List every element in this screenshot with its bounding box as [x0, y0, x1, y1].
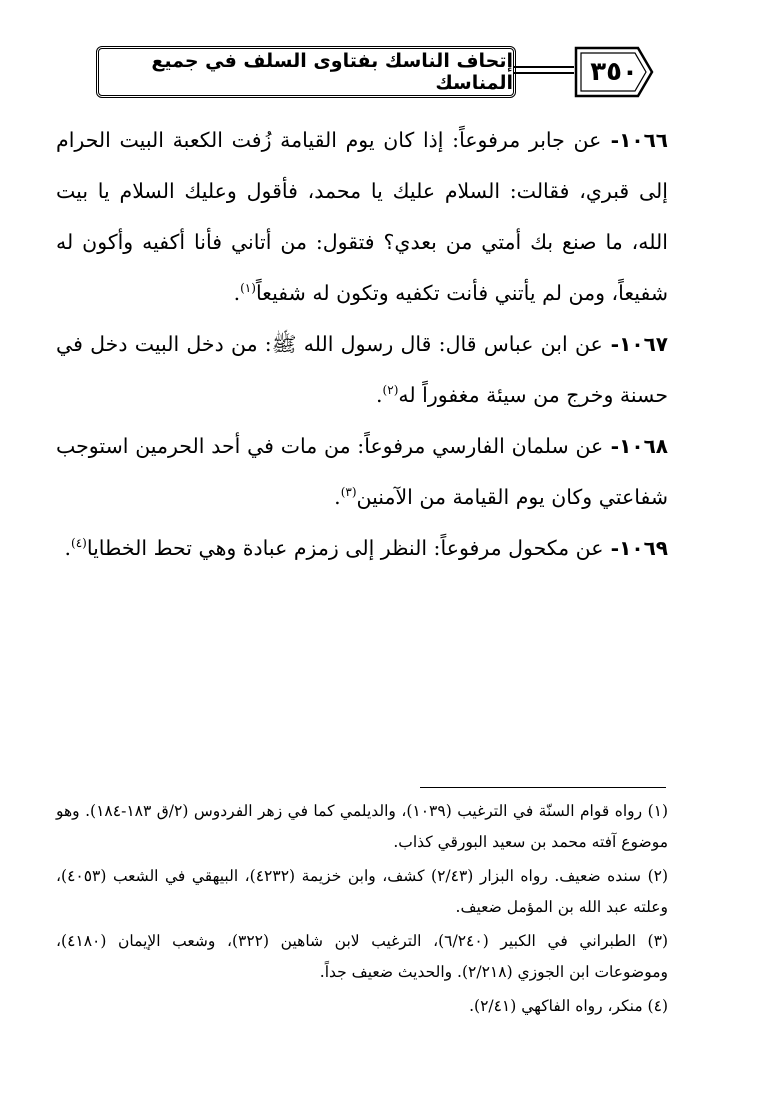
page-header — [96, 44, 662, 110]
footnotes — [56, 796, 668, 1025]
footnote-ref: (٢) — [382, 383, 399, 398]
title-frame — [96, 46, 516, 98]
entry-text: عن سلمان الفارسي مرفوعاً: من مات في أحد الحرمين استوجب شفاعتي وكان يوم القيامة من الآمنين — [56, 434, 668, 509]
entry-number: ١٠٦٩ — [619, 536, 668, 560]
footnote-ref: (٣) — [340, 485, 357, 500]
footnote-ref: (١) — [240, 281, 256, 296]
entry-text: عن ابن عباس قال: قال رسول الله ﷺ: من دخل البيت دخل في حسنة وخرج من سيئة مغفوراً له — [56, 332, 668, 407]
footnote-ref: (٤) — [71, 536, 87, 551]
page-number: ٣٥٠ — [590, 57, 638, 87]
entry-number: ١٠٦٨ — [619, 434, 668, 458]
footnote-4: (٤) منكر، رواه الفاكهي (٢/٤١). — [469, 997, 668, 1015]
entry-text: عن مكحول مرفوعاً: النظر إلى زمزم عبادة وهي تحط الخطايا — [86, 536, 604, 560]
entry-1066: ١٠٦٦- عن جابر مرفوعاً: إذا كان يوم القيامة زُفت الكعبة البيت الحرام إلى قبري، فقالت: السلام عليك يا محمد، فأقول وعليك السلام يا بيت الله، ما صنع بك أمتي من بعدي؟ فتقول: من أتاني فأنا أكفيه وأكون له شفيعاً، ومن لم يأتني فأنت تكفيه وتكون له شفيعاً$^{(١)}$. — [56, 128, 668, 305]
footnote-3: (٣) الطبراني في الكبير (٦/٢٤٠)، الترغيب لابن شاهين (٣٢٢)، وشعب الإيمان (٤١٨٠)، وموضوعات ابن الجوزي (٢/٢١٨). والحديث ضعيف جداً. — [56, 932, 669, 981]
entry-1068: ١٠٦٨- عن سلمان الفارسي مرفوعاً: من مات في أحد الحرمين استوجب شفاعتي وكان يوم القيامة من الآمنين$^{(٣)}$. — [56, 434, 668, 509]
header-connector — [514, 66, 574, 74]
footnote-separator — [420, 787, 666, 788]
page-number-frame — [572, 44, 656, 100]
entry-1069: ١٠٦٩- عن مكحول مرفوعاً: النظر إلى زمزم عبادة وهي تحط الخطايا$^{(٤)}$. — [64, 536, 668, 560]
entry-1067: ١٠٦٧- عن ابن عباس قال: قال رسول الله ﷺ: من دخل البيت دخل في حسنة وخرج من سيئة مغفوراً له$^{(٢)}$. — [56, 332, 668, 407]
entry-number: ١٠٦٧ — [619, 332, 668, 356]
entry-number: ١٠٦٦ — [619, 128, 668, 152]
footnote-2: (٢) سنده ضعيف. رواه البزار (٢/٤٣) كشف، وابن خزيمة (٤٢٣٢)، البيهقي في الشعب (٤٠٥٣)، وعلته عبد الله بن المؤمل ضعيف. — [56, 867, 669, 916]
main-text — [56, 115, 668, 574]
book-title: إتحاف الناسك بفتاوى السلف في جميع المناسك — [151, 50, 513, 94]
entry-text: عن جابر مرفوعاً: إذا كان يوم القيامة زُفت الكعبة البيت الحرام إلى قبري، فقالت: السلام عليك يا محمد، فأقول وعليك السلام يا بيت الله، ما صنع بك أمتي من بعدي؟ فتقول: من أتاني فأنا أكفيه وأكون له شفيعاً، ومن لم يأتني فأنت تكفيه وتكون له شفيعاً — [56, 128, 668, 305]
footnote-1: (١) رواه قوام السنّة في الترغيب (١٠٣٩)، والديلمي كما في زهر الفردوس (٢/ق ١٨٣-١٨٤). وهو موضوع آفته محمد بن سعيد البورقي كذاب. — [56, 802, 669, 851]
